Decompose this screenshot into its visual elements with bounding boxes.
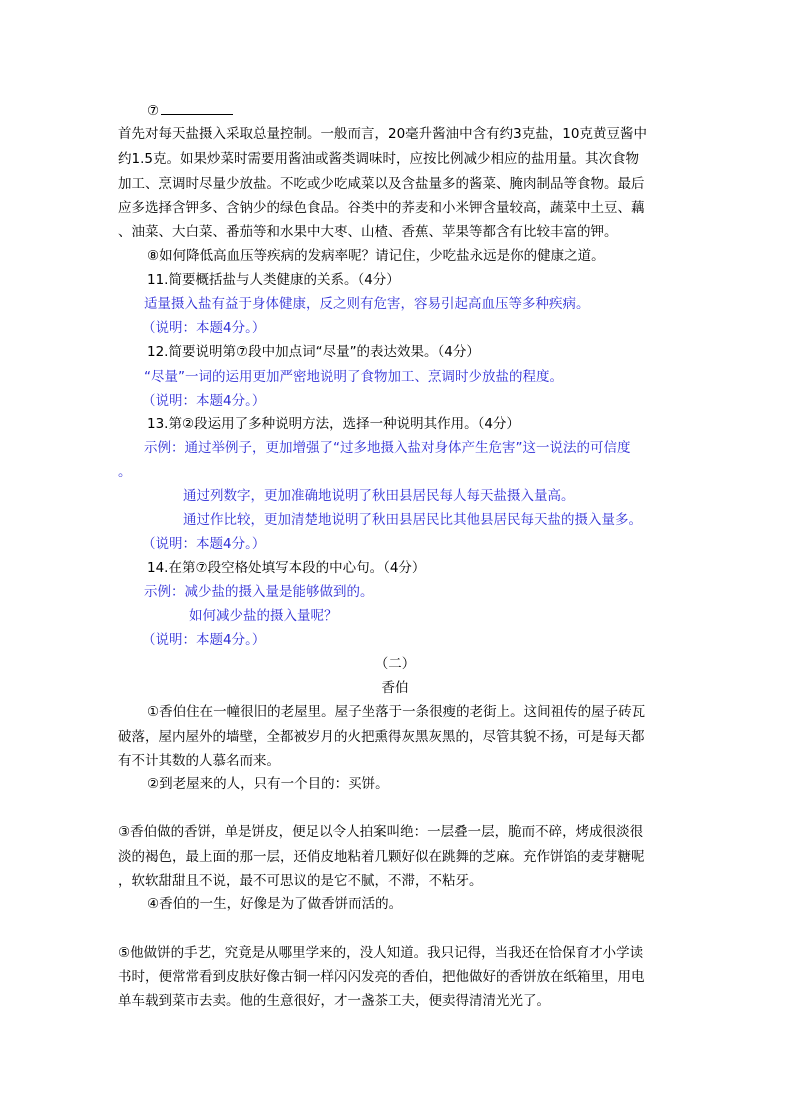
section-heading: （二） bbox=[374, 656, 416, 672]
text-line: 加工、烹调时尽量少放盐。不吃或少吃咸菜以及含盐量多的酱菜、腌肉制品等食物。最后 bbox=[118, 176, 645, 192]
text-line: 书时，便常常看到皮肤好像古铜一样闪闪发亮的香伯，把他做好的香饼放在纸箱里，用电 bbox=[118, 969, 645, 985]
note-12: （说明：本题4分。） bbox=[142, 393, 266, 409]
text-line: ①香伯住在一幢很旧的老屋里。屋子坐落于一条很瘦的老街上。这间祖传的屋子砖瓦 bbox=[147, 704, 646, 720]
blank-line bbox=[161, 100, 233, 115]
question-14: 14.在第⑦段空格处填写本段的中心句。（4分） bbox=[147, 560, 426, 576]
text-line: ，软软甜甜且不说，最不可思议的是它不腻，不滞，不粘牙。 bbox=[118, 873, 483, 889]
question-13: 13.第②段运用了多种说明方法，选择一种说明其作用。（4分） bbox=[147, 416, 520, 432]
text-line: ④香伯的一生，好像是为了做香饼而活的。 bbox=[147, 896, 403, 912]
note-11: （说明：本题4分。） bbox=[142, 320, 266, 336]
text-line: ⑧如何降低高血压等疾病的发病率呢？请记住，少吃盐永远是你的健康之道。 bbox=[147, 248, 605, 264]
text-line: ⑤他做饼的手艺，究竟是从哪里学来的，没人知道。我只记得，当我还在恰保育才小学读 bbox=[118, 945, 644, 961]
text-line: 首先对每天盐摄入采取总量控制。一般而言，20毫升酱油中含有约3克盐，10克黄豆酱中 bbox=[118, 126, 647, 142]
question-11: 11.简要概括盐与人类健康的关系。（4分） bbox=[147, 272, 400, 288]
text-line: ②到老屋来的人，只有一个目的：买饼。 bbox=[147, 776, 389, 792]
answer-13-period: 。 bbox=[118, 464, 132, 480]
answer-13-example: 示例：通过举例子，更加增强了“过多地摄入盐对身体产生危害”这一说法的可信度 bbox=[144, 440, 631, 456]
answer-12: “尽量”一词的运用更加严密地说明了食物加工、烹调时少放盐的程度。 bbox=[144, 369, 563, 385]
text-line: ③香伯做的香饼，单是饼皮，便足以令人拍案叫绝：一层叠一层，脆而不碎，烤成很淡很 bbox=[118, 824, 644, 840]
paragraph-7-number: ⑦ bbox=[147, 100, 233, 121]
question-12: 12.简要说明第⑦段中加点词“尽量”的表达效果。（4分） bbox=[147, 344, 480, 360]
answer-14-line2: 如何减少盐的摄入量呢？ bbox=[189, 608, 338, 624]
text-line: 约1.5克。如果炒菜时需要用酱油或酱类调味时，应按比例减少相应的盐用量。其次食物 bbox=[118, 151, 639, 167]
text-line: 单车载到菜市去卖。他的生意很好，才一盏茶工夫，便卖得清清光光了。 bbox=[118, 993, 550, 1009]
text-line: 应多选择含钾多、含钠少的绿色食品。谷类中的荞麦和小米钾含量较高，蔬菜中土豆、藕 bbox=[118, 200, 645, 216]
note-13: （说明：本题4分。） bbox=[142, 536, 266, 552]
answer-14-example: 示例：减少盐的摄入量是能够做到的。 bbox=[144, 584, 374, 600]
answer-13-line3: 通过作比较，更加清楚地说明了秋田县居民比其他县居民每天盐的摄入量多。 bbox=[183, 512, 642, 528]
text-line: 淡的褐色，最上面的那一层，还俏皮地粘着几颗好似在跳舞的芝麻。充作饼馅的麦芽糖呢 bbox=[118, 849, 645, 865]
text-line: 破落，屋内屋外的墙壁，全都被岁月的火把熏得灰黑灰黑的，尽管其貌不扬，可是每天都 bbox=[118, 729, 645, 745]
article-title: 香伯 bbox=[381, 680, 409, 696]
text-line: 有不计其数的人慕名而来。 bbox=[118, 753, 280, 769]
answer-11: 适量摄入盐有益于身体健康，反之则有危害，容易引起高血压等多种疾病。 bbox=[144, 296, 590, 312]
note-14: （说明：本题4分。） bbox=[142, 632, 266, 648]
text-line: 、油菜、大白菜、番茄等和水果中大枣、山楂、香蕉、苹果等都含有比较丰富的钾。 bbox=[118, 224, 618, 240]
answer-13-line2: 通过列数字，更加准确地说明了秋田县居民每人每天盐摄入量高。 bbox=[183, 488, 575, 504]
